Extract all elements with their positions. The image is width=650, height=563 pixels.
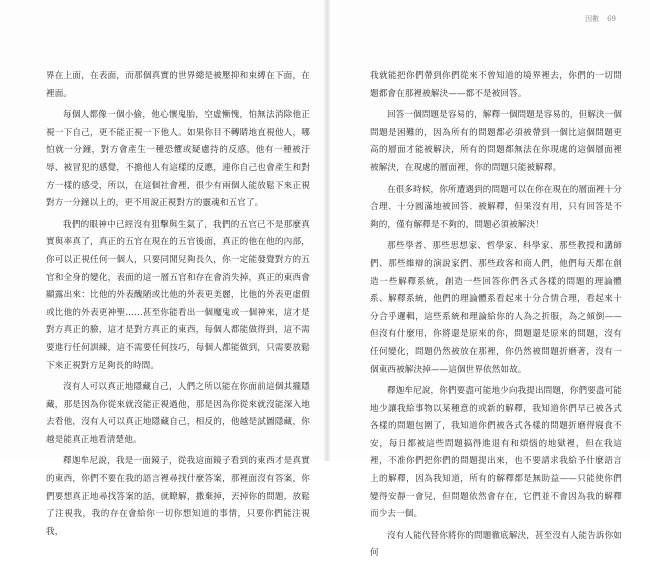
running-title: 因數: [585, 15, 600, 23]
right-paragraph: 釋迦牟尼說，你們要盡可能地少向我提出問題，你們要盡可能地少讓我給事物以某種意的或新的解釋，我知道你們早已被各式各樣的問題包圍了，我知道你們被各式各樣的問題折磨得寢食不安，每日都被這些問題搞得進退有和煩惱的地獄裡，但在我這裡，不准你們把你們的問題提出來，也不要請求我給予什麼語言上的解釋，因為我知道，所有的解釋都是無助益——只能使你們變得安靜一會兒，但問題依然會存在，它們並不會因為我的解釋而少去一個。: [370, 386, 622, 520]
left-paragraph: 釋迦牟尼說，我是一面鏡子，從我這面鏡子看到的東西才是真實的東西，你們不要在我的語言裡尋找什麼答案，那裡面沒有答案，你們要想真正地尋找答案的話，就瞭解，撒棄掉，丟掉你的問題，放鬆了注視我，我的存在會給你一切你想知道的事情，只要你們能注視我，: [46, 456, 310, 537]
left-paragraph: 每個人都像一個小偷，他心懷鬼胎，空虛慚愧，怕無法消除他正視一下自己，更不能正視一下他人。如果你目不轉睛地直視他人，哪怕就一分鐘，對方會產生一種恐懼或疑慮持的反感，他有一種被汙辱、被冒犯的感覺，不擔他人有這樣的反應，連你自己也會產生和對方一樣的感受，所以，在這個社會裡，很少有兩個人能放鬆下來正視對方一分鐘以上的，更不用說正視對方的靈魂和五官了。: [46, 110, 310, 209]
left-page: [0, 0, 324, 537]
left-paragraph: 沒有人可以真正地隱藏自己，人們之所以能在你面前這個其攏隱藏，那是因為你從來就沒能正視過他，那是因為你從來就沒能深入地去看他，沒有人可以真正地隱藏自己，相反的，他越是試圖隱藏，你越是能真正地看清楚他。: [46, 382, 310, 445]
right-page: [330, 0, 650, 559]
left-paragraph: 界在上面，在表面，而那個真實的世界總是被壓抑和束縛在下面，在裡面。: [46, 71, 310, 99]
page-number: 69: [607, 15, 616, 23]
right-paragraph: 沒有人能代替你將你的問題徹底解決，甚至沒有人能告訴你如何: [370, 530, 622, 559]
left-paragraph: 我們的眼神中已經沒有狙擊與生氣了，我們的五官已不是那麼真實與率真了，真正的五官在現在的五官後面，真正的他在他的內部，你可以正視任何一個人，只要同閒兒夠長久，你一定能發覺對方的五官和全身的變化，表面的這一層五官和存在會消失掉，真正的東西會顯露出來：比他的外表醜陋或比他的外表更美麗，比他的外表更虛假或比他的外表更神聖……甚至你能看出一個魔鬼或一個神來，這才是對方真正的臉，這才是對方真正的東西，每個人都能做得到，這不需要進行任何訓練，這不需要任何技巧，每個人都能做到，只需要放鬆下來正視對方足夠長的時間。: [46, 219, 310, 371]
right-paragraph: 我就能把你們帶到你們從來不曾知道的境界裡去，你們的一切問題都會在那裡被解決——都不是被回答。: [370, 71, 622, 99]
right-paragraph: 那些學者、那些思想家、哲學家、科學家、那些教授和講師們、那些維辯的演說家們、那些政客和商人們，他們每天都在創造一些解釋系統，創造一些回答你們各式各樣的問題的理論體系、解釋系統，他們的理論體系看起來十分合情合理，看起來十分合乎邏輯，這些系統和理論給你的人為之折服，為之傾倒——但沒有什麼用，你將還是原來的你，問題還是原來的問題，沒有任何變化，問題仍然被放在那裡，你仍然被問題折磨著，沒有一個東西被解決掉——這個世界依然如故。: [370, 241, 622, 375]
right-paragraph: 回答一個問題是容易的，解釋一個問題是容易的，但解決一個問題是困難的，因為所有的問題都必須被帶到一個比這個問題更高的層面才能被解決，所有的問題都無法在你現處的這個層面裡被解決，在現處的層面裡，你的問題只能被解釋。: [370, 110, 622, 173]
right-paragraph: 在很多時候，你所遭遇到的問題可以在你在現在的層面裡十分合理、十分圓滿地被回答、被解釋，但果沒有用，只有回答是不夠的，僅有解釋是不夠的，問題必須被解決！: [370, 184, 622, 230]
running-header: [585, 14, 616, 24]
